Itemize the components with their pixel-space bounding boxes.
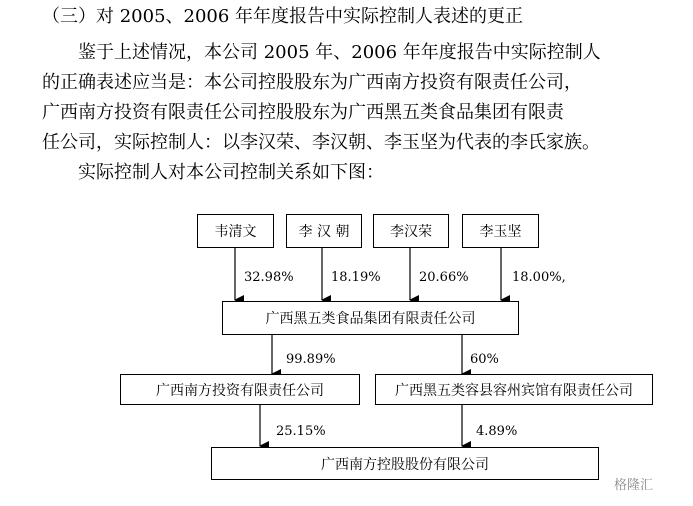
chart-intro: 实际控制人对本公司控制关系如下图： [78,162,384,183]
body-line-1: 鉴于上述情况，本公司 2005 年、2006 年年度报告中实际控制人 [78,42,601,63]
shareholder-box-weiqingwen: 韦清文 [197,214,274,248]
pct-lihanchao: 18.19% [331,270,381,285]
shareholder-box-liyujian: 李玉坚 [462,214,539,248]
watermark-logo: 格隆汇 [614,478,654,493]
nanfang-investment-box: 广西南方投资有限责任公司 [120,374,360,405]
body-line-3: 广西南方投资有限责任公司控股股东为广西黑五类食品集团有限责 [42,102,564,123]
pct-hotel-to-listed: 4.89% [476,424,518,439]
shareholder-box-lihanchao: 李 汉 朝 [286,214,362,248]
pct-liyujian: 18.00%, [512,270,566,285]
pct-group-to-nanfang: 99.89% [286,352,336,367]
body-line-4: 任公司，实际控制人：以李汉荣、李汉朝、李玉坚为代表的李氏家族。 [42,132,600,153]
pct-nanfang-to-listed: 25.15% [276,424,326,439]
pct-weiqingwen: 32.98% [244,270,294,285]
section-heading: （三）对 2005、2006 年年度报告中实际控制人表述的更正 [42,6,524,27]
group-company-box: 广西黑五类食品集团有限责任公司 [222,301,519,335]
hotel-company-box: 广西黑五类容县容州宾馆有限责任公司 [375,374,653,405]
pct-lihanrong: 20.66% [419,270,469,285]
listed-company-box: 广西南方控股股份有限公司 [211,447,599,480]
shareholder-box-lihanrong: 李汉荣 [373,214,449,248]
pct-group-to-hotel: 60% [470,352,499,367]
body-line-2: 的正确表述应当是：本公司控股股东为广西南方投资有限责任公司， [42,72,582,93]
